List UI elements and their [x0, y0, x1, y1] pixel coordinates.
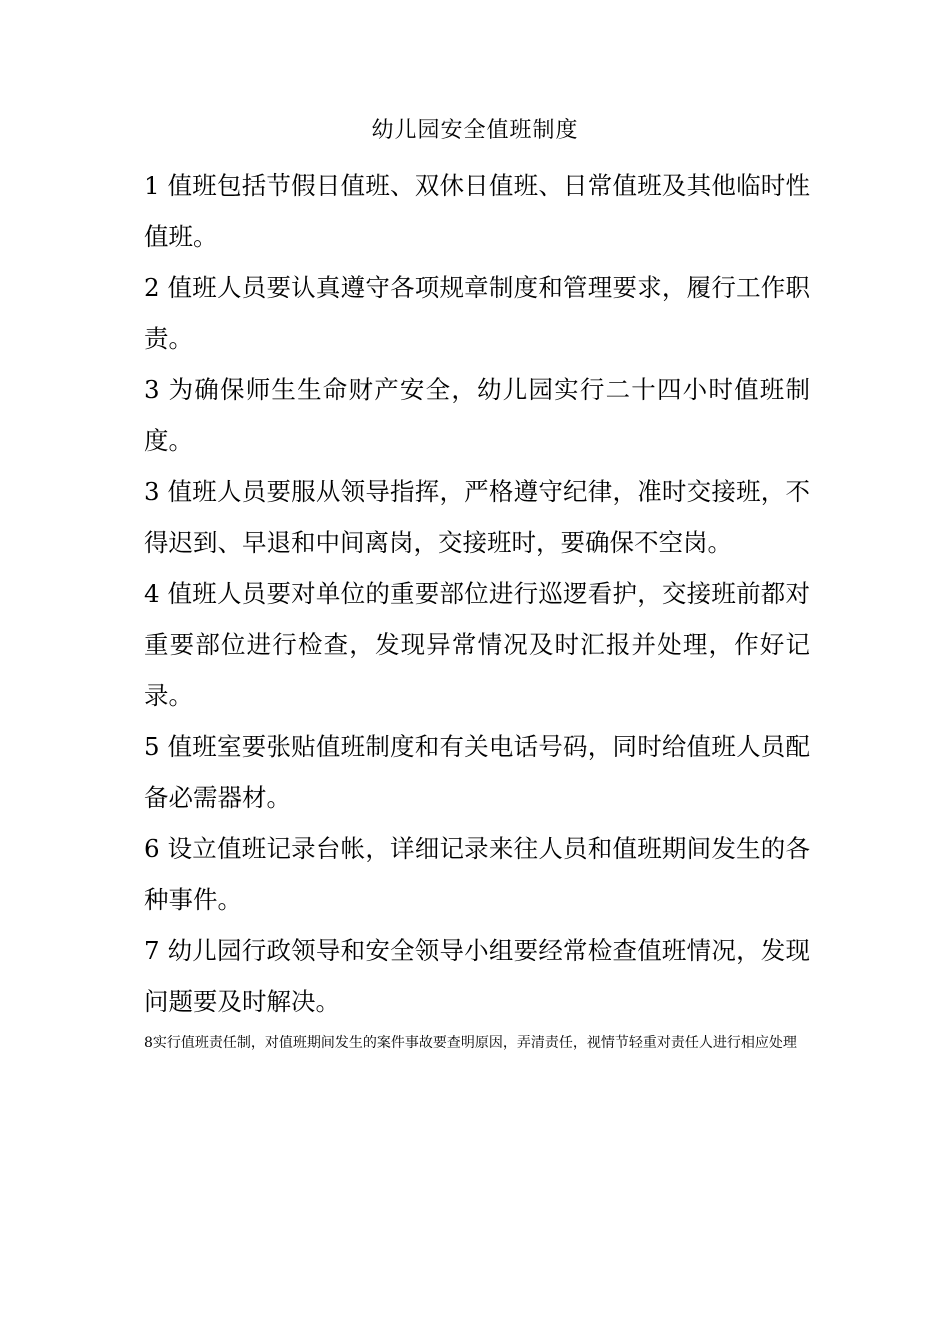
paragraph-6: 5 值班室要张贴值班制度和有关电话号码，同时给值班人员配备必需器材。	[144, 732, 810, 812]
paragraph-1: 1 值班包括节假日值班、双休日值班、日常值班及其他临时性值班。	[144, 171, 810, 251]
paragraph-7: 6 设立值班记录台帐，详细记录来往人员和值班期间发生的各种事件。	[144, 834, 810, 914]
document-body	[144, 160, 810, 1055]
paragraph-3: 3 为确保师生生命财产安全，幼儿园实行二十四小时值班制度。	[144, 375, 810, 455]
paragraph-2: 2 值班人员要认真遵守各项规章制度和管理要求，履行工作职责。	[144, 273, 810, 353]
paragraph-5: 4 值班人员要对单位的重要部位进行巡逻看护，交接班前都对重要部位进行检查，发现异常情况及时汇报并处理，作好记录。	[144, 579, 810, 710]
paragraph-4: 3 值班人员要服从领导指挥，严格遵守纪律，准时交接班，不得迟到、早退和中间离岗，交接班时，要确保不空岗。	[144, 477, 810, 557]
footnote-paragraph: 8实行值班责任制，对值班期间发生的案件事故要查明原因，弄清责任，视情节轻重对责任人进行相应处理	[144, 1035, 797, 1051]
document-title: 幼儿园安全值班制度	[371, 118, 579, 143]
paragraph-8: 7 幼儿园行政领导和安全领导小组要经常检查值班情况，发现问题要及时解决。	[144, 936, 810, 1016]
